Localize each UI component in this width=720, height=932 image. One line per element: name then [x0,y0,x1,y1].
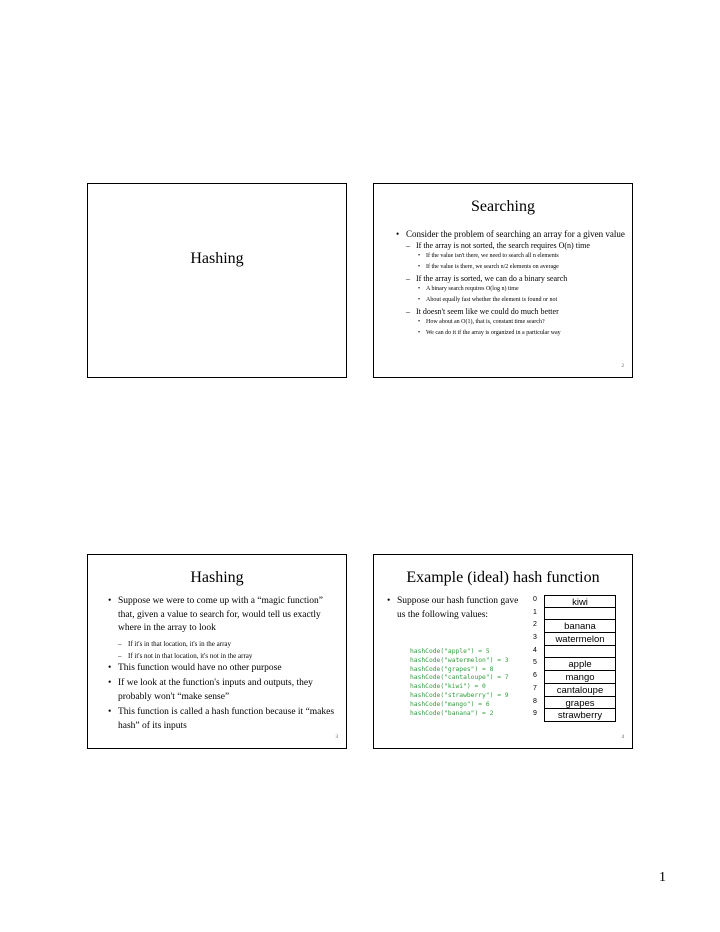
code-line: hashCode("banana") = 2 [410,709,494,717]
code-line: hashCode("kiwi") = 0 [410,683,486,691]
array-index: 6 [533,672,537,680]
array-cell: cantaloupe [544,684,616,697]
slide-title: Hashing [190,250,244,267]
sub-sub-bullet: • About equally fast whether the element is found or not [396,295,626,306]
bullet: • If we look at the function's inputs and outputs, they probably won't “make sense” [108,677,338,704]
sub-sub-bullet: • How about an O(1), that is, constant time search? [396,317,626,328]
bullet-list [387,595,522,622]
code-line: hashCode("mango") = 6 [410,700,490,708]
slide-title: Example (ideal) hash function [406,569,600,586]
array-cell: strawberry [544,709,616,722]
bullet-list [108,595,338,735]
sub-bullet: – It doesn't seem like we could do much better [396,306,626,317]
array-index: 7 [533,684,537,692]
array-cell: kiwi [544,595,616,608]
slide-1 [87,183,347,378]
slide-2 [373,183,633,378]
sub-bullet: – If it's in that location, it's in the array [108,638,338,650]
bullet-list [396,228,626,339]
array-cell: grapes [544,697,616,710]
page-number: 1 [659,870,666,885]
array-cell [544,608,616,621]
bullet: • This function is called a hash function because it “makes hash” of its inputs [108,706,338,733]
array-index: 5 [533,659,537,667]
slide-title: Searching [471,198,535,215]
array-index: 3 [533,634,537,642]
slide-number: 2 [621,364,624,369]
array-index: 0 [533,596,537,603]
sub-sub-bullet: • We can do it if the array is organized in a particular way [396,328,626,339]
array-cell: watermelon [544,633,616,646]
sub-bullet: – If the array is sorted, we can do a binary search [396,273,626,284]
array-index: 2 [533,621,537,629]
slide-4 [373,554,633,749]
sub-bullet: – If the array is not sorted, the search requires O(n) time [396,240,626,251]
code-line: hashCode("watermelon") = 3 [410,656,509,664]
slide-title: Hashing [190,569,244,586]
bullet: • Consider the problem of searching an array for a given value [396,228,626,240]
slide-number: 3 [335,735,338,740]
sub-sub-bullet: • If the value isn't there, we need to search all n elements [396,251,626,262]
sub-sub-bullet: • A binary search requires O(log n) time [396,284,626,295]
array-cell [544,646,616,659]
array-cell: banana [544,620,616,633]
code-line: hashCode("grapes") = 8 [410,665,494,673]
hash-code-list [410,648,530,718]
slide-number: 4 [621,735,624,740]
array-cell: mango [544,671,616,684]
code-line: hashCode("strawberry") = 9 [410,691,509,699]
bullet: • Suppose our hash function gave us the following values: [387,595,522,622]
array-cell: apple [544,658,616,671]
slide-3 [87,554,347,749]
code-line: hashCode("cantaloupe") = 7 [410,674,509,682]
bullet: • This function would have no other purpose [108,662,338,676]
array-index: 9 [533,710,537,718]
code-line: hashCode("apple") = 5 [410,648,490,655]
bullet: • Suppose we were to come up with a “magic function” that, given a value to search for, would tell us exactly where in the array to look [108,595,338,636]
array-index: 1 [533,608,537,616]
array-index: 4 [533,646,537,654]
sub-sub-bullet: • If the value is there, we search n/2 elements on average [396,262,626,273]
array-index: 8 [533,697,537,705]
sub-bullet: – If it's not in that location, it's not in the array [108,650,338,662]
